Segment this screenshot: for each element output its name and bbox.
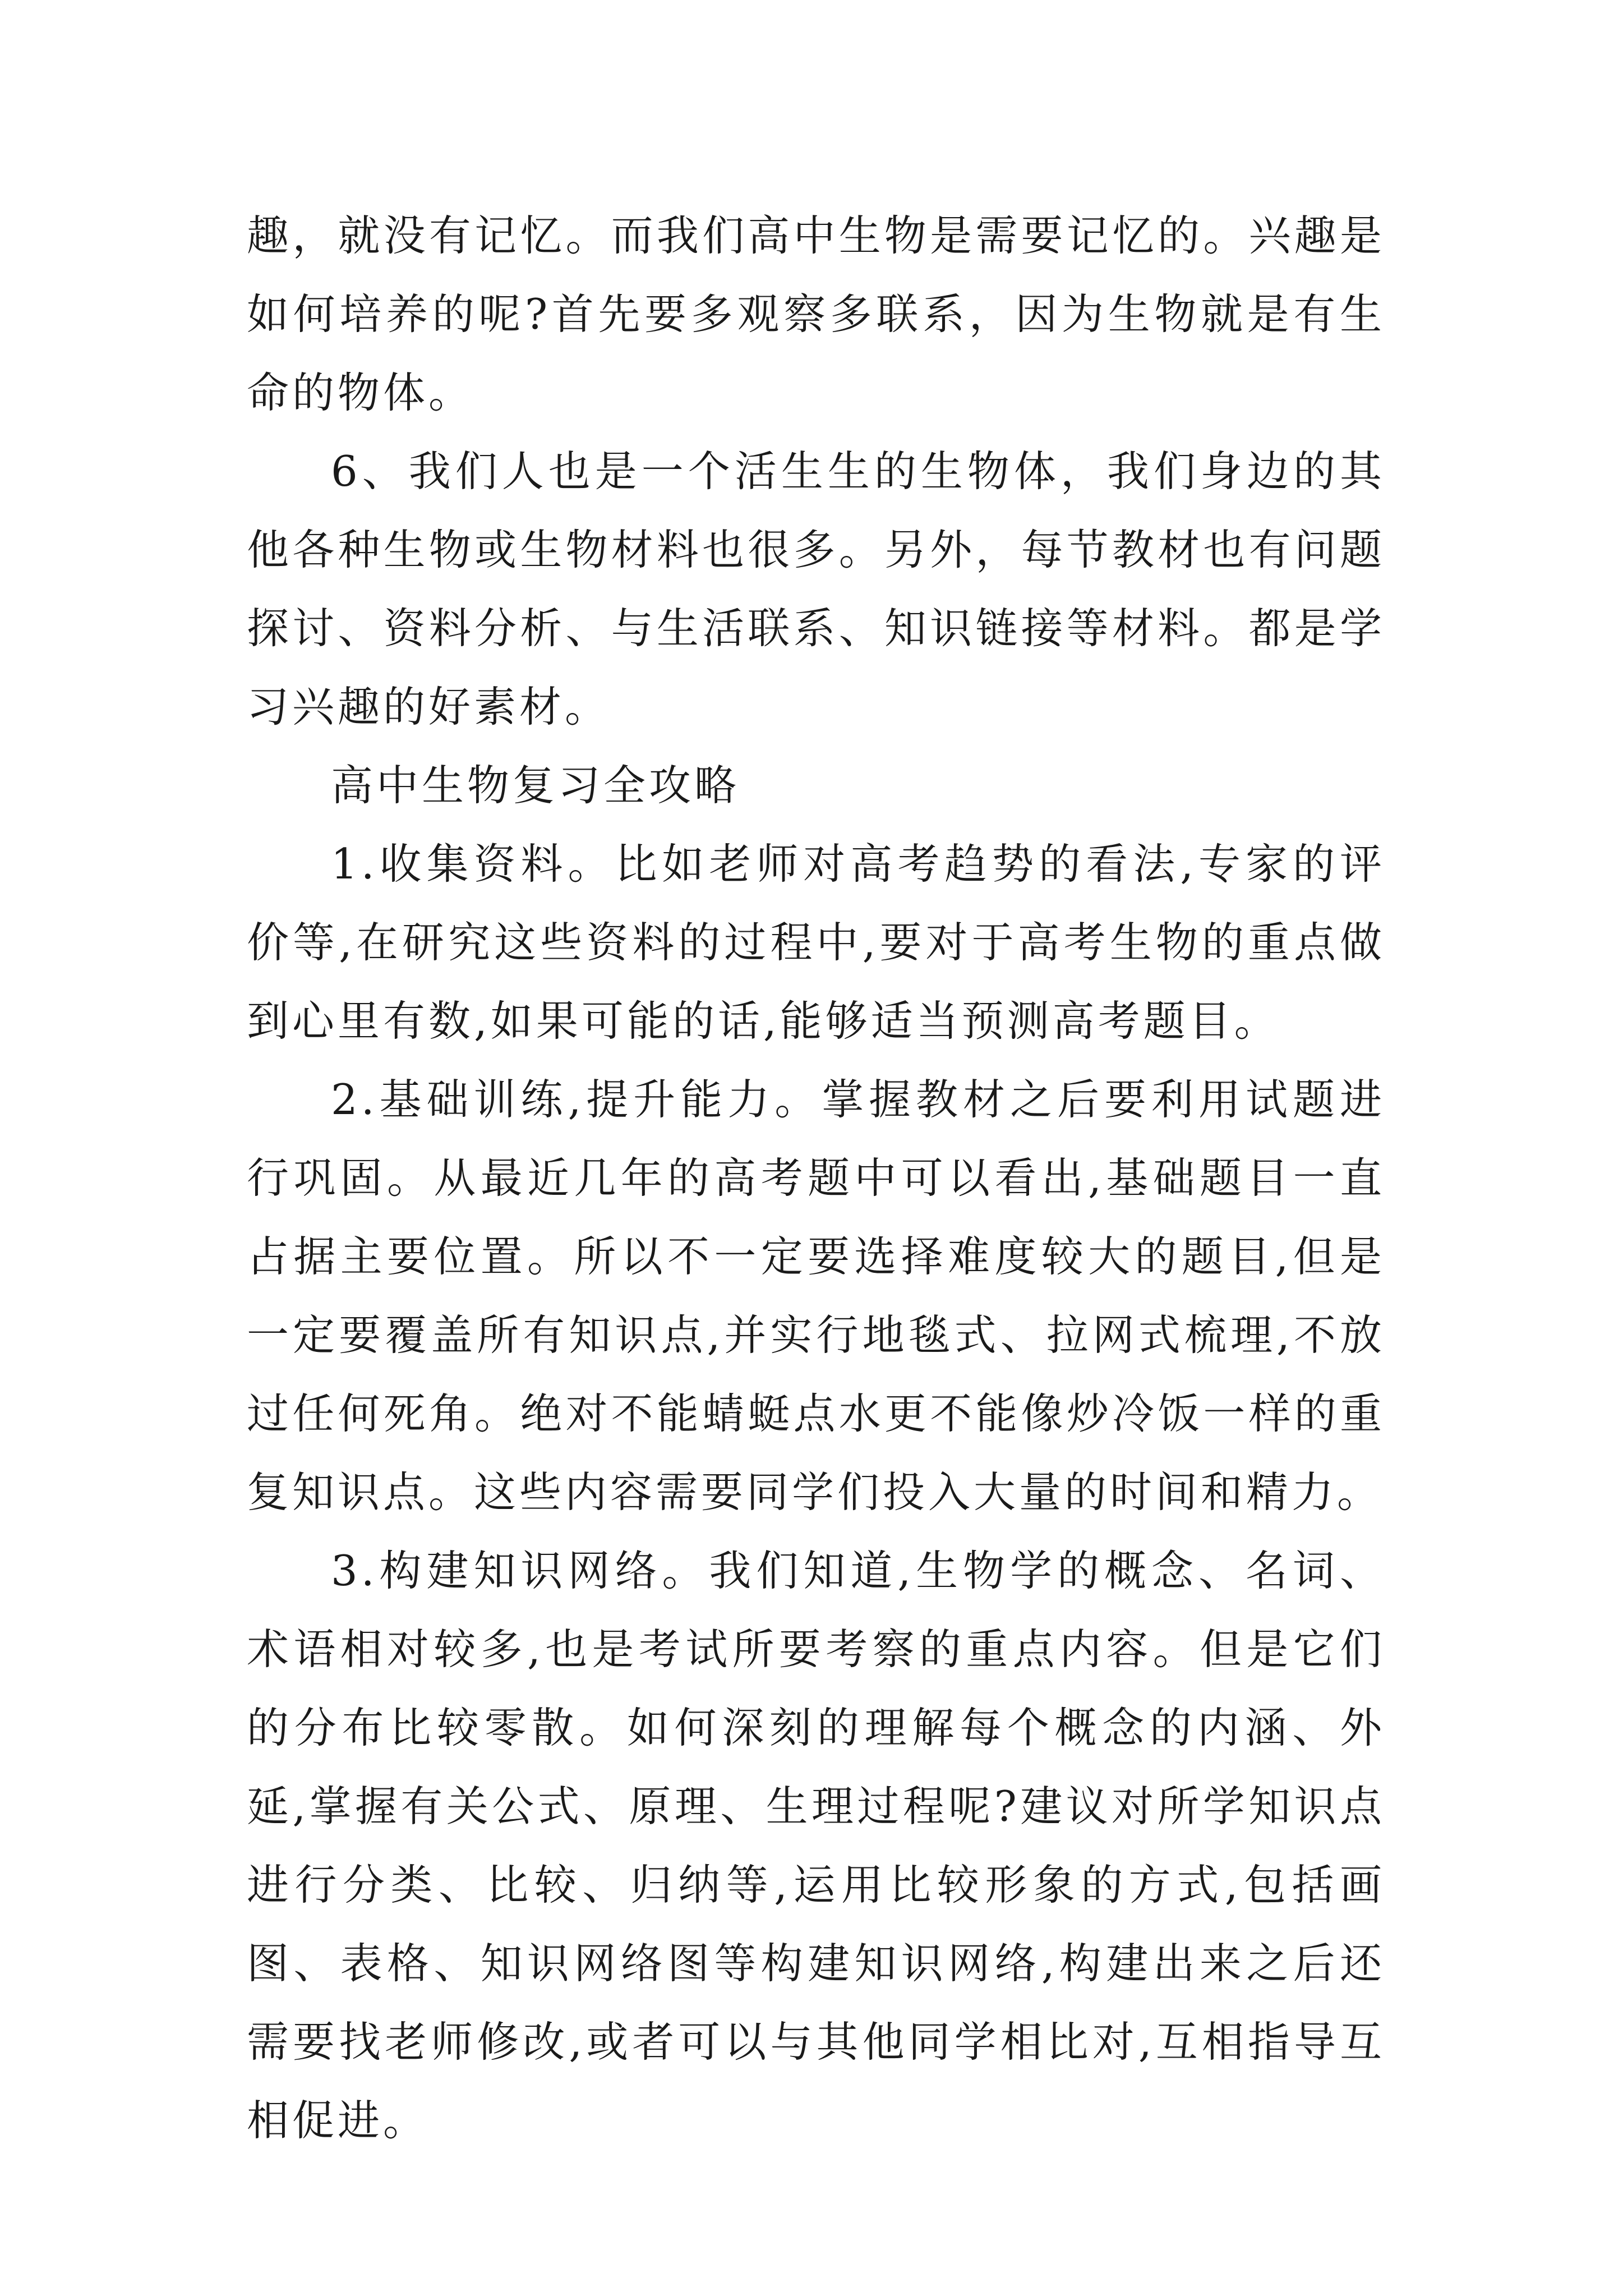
paragraph-item-6: 6、我们人也是一个活生生的生物体，我们身边的其他各种生物或生物材料也很多。另外，每节教材也有问题探讨、资料分析、与生活联系、知识链接等材料。都是学习兴趣的好素材。 [247,447,1385,731]
paragraph-item-1: 1.收集资料。比如老师对高考趋势的看法,专家的评价等,在研究这些资料的过程中,要对于高考生物的重点做到心里有数,如果可能的话,能够适当预测高考题目。 [247,839,1385,1046]
paragraph-item-2: 2.基础训练,提升能力。掌握教材之后要利用试题进行巩固。从最近几年的高考题中可以看出,基础题目一直占据主要位置。所以不一定要选择难度较大的题目,但是一定要覆盖所有知识点,并实行地毯式、拉网式梳理,不放过任何死角。绝对不能蜻蜓点水更不能像炒冷饭一样的重复知识点。这些内容需要同学们投入大量的时间和精力。 [247,1075,1385,1517]
paragraph-continuation: 趣，就没有记忆。而我们高中生物是需要记忆的。兴趣是如何培养的呢?首先要多观察多联系，因为生物就是有生命的物体。 [247,211,1385,417]
section-heading: 高中生物复习全攻略 [331,761,740,810]
document-body [247,196,1385,2160]
paragraph-item-3: 3.构建知识网络。我们知道,生物学的概念、名词、术语相对较多,也是考试所要考察的重点内容。但是它们的分布比较零散。如何深刻的理解每个概念的内涵、外延,掌握有关公式、原理、生理过程呢?建议对所学知识点进行分类、比较、归纳等,运用比较形象的方式,包括画图、表格、知识网络图等构建知识网络,构建出来之后还需要找老师修改,或者可以与其他同学相比对,互相指导互相促进。 [247,1546,1385,2145]
